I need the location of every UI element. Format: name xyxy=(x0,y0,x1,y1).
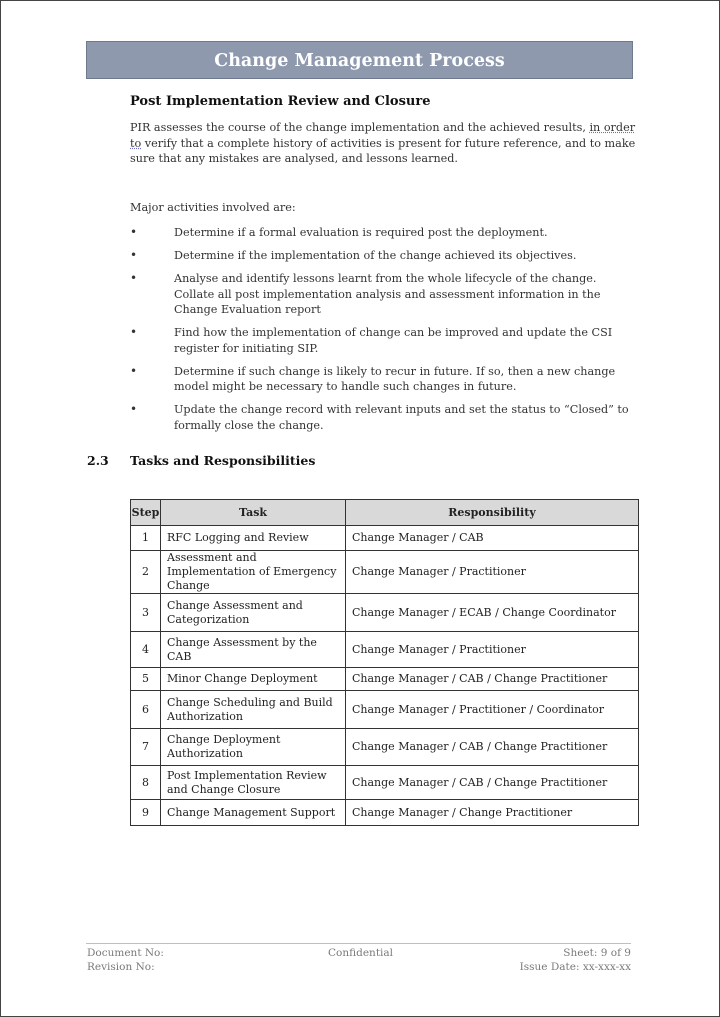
bullet-icon: • xyxy=(130,225,138,239)
header-task: Task xyxy=(161,500,346,526)
step-cell: 4 xyxy=(131,632,161,668)
table-row xyxy=(131,632,639,668)
footer-sheet: Sheet: 9 of 9 xyxy=(563,947,631,959)
pir-heading: Post Implementation Review and Closure xyxy=(130,94,431,109)
table-row xyxy=(131,800,639,826)
task-cell: Assessment and Implementation of Emergency Change xyxy=(161,551,346,594)
footer-divider xyxy=(86,943,631,944)
pir-paragraph-flagged-phrase: in order to xyxy=(130,121,636,150)
bullet-icon: • xyxy=(130,248,138,262)
table-header-row xyxy=(131,500,639,526)
footer-issue-date: Issue Date: xx-xxx-xx xyxy=(519,961,631,973)
page-title-banner: Change Management Process xyxy=(86,41,633,79)
bullet-icon: • xyxy=(130,325,138,339)
task-cell: Change Deployment Authorization xyxy=(161,729,346,766)
footer-confidential: Confidential xyxy=(328,947,394,959)
table-row xyxy=(131,551,639,594)
bullet-icon: • xyxy=(130,271,138,285)
table-row xyxy=(131,526,639,551)
bullet-icon: • xyxy=(130,363,138,378)
task-cell: Change Scheduling and Build Authorization xyxy=(161,691,346,729)
responsibility-cell: Change Manager / Practitioner / Coordinator xyxy=(346,691,639,729)
step-cell: 7 xyxy=(131,729,161,766)
responsibility-cell: Change Manager / Practitioner xyxy=(346,551,639,594)
table-row xyxy=(131,668,639,691)
activities-list xyxy=(130,225,640,441)
pir-paragraph-part-2: verify that a complete history of activities is present for future reference, and to make sure that any mistakes are analysed, and lessons learned. xyxy=(130,136,636,165)
footer-document-no: Document No: xyxy=(87,947,164,959)
step-cell: 9 xyxy=(131,800,161,826)
task-cell: Change Assessment by the CAB xyxy=(161,632,346,668)
responsibility-cell: Change Manager / CAB xyxy=(346,526,639,551)
task-cell: RFC Logging and Review xyxy=(161,526,346,551)
footer-revision-no: Revision No: xyxy=(87,961,155,973)
activity-text: Determine if a formal evaluation is required post the deployment. xyxy=(174,226,548,239)
tasks-table xyxy=(130,499,639,826)
table-row xyxy=(131,766,639,800)
step-cell: 1 xyxy=(131,526,161,551)
responsibility-cell: Change Manager / Practitioner xyxy=(346,632,639,668)
bullet-icon: • xyxy=(130,402,138,416)
activity-item xyxy=(130,402,640,433)
task-cell: Change Assessment and Categorization xyxy=(161,594,346,632)
step-cell: 8 xyxy=(131,766,161,800)
activity-text: Update the change record with relevant inputs and set the status to “Closed” to formally close the change. xyxy=(174,403,629,432)
activity-item xyxy=(130,248,640,264)
header-step: Step xyxy=(131,500,161,526)
task-cell: Minor Change Deployment xyxy=(161,668,346,691)
responsibility-cell: Change Manager / Change Practitioner xyxy=(346,800,639,826)
activity-item xyxy=(130,271,640,318)
activity-item xyxy=(130,225,640,241)
task-cell: Change Management Support xyxy=(161,800,346,826)
activity-text: Find how the implementation of change can be improved and update the CSI register for initiating SIP. xyxy=(174,326,613,355)
step-cell: 6 xyxy=(131,691,161,729)
section-number: 2.3 xyxy=(87,453,109,468)
pir-paragraph-part-1: PIR assesses the course of the change implementation and the achieved results, xyxy=(130,121,590,134)
activity-item xyxy=(130,325,640,356)
activity-text: Determine if the implementation of the change achieved its objectives. xyxy=(174,249,577,262)
pir-paragraph xyxy=(130,120,640,167)
responsibility-cell: Change Manager / CAB / Change Practitioner xyxy=(346,729,639,766)
step-cell: 2 xyxy=(131,551,161,594)
step-cell: 5 xyxy=(131,668,161,691)
step-cell: 3 xyxy=(131,594,161,632)
table-row xyxy=(131,594,639,632)
table-row xyxy=(131,691,639,729)
section-title: Tasks and Responsibilities xyxy=(130,453,316,468)
activities-intro: Major activities involved are: xyxy=(130,201,296,214)
activity-item xyxy=(130,364,640,395)
table-row xyxy=(131,729,639,766)
responsibility-cell: Change Manager / ECAB / Change Coordinator xyxy=(346,594,639,632)
responsibility-cell: Change Manager / CAB / Change Practitioner xyxy=(346,766,639,800)
task-cell: Post Implementation Review and Change Closure xyxy=(161,766,346,800)
activity-text: Analyse and identify lessons learnt from the whole lifecycle of the change. Collate all post implementation analysis and assessment information in the Change Evaluation report xyxy=(174,272,601,316)
activity-text: Determine if such change is likely to recur in future. If so, then a new change model might be necessary to handle such changes in future. xyxy=(174,364,616,393)
header-responsibility: Responsibility xyxy=(346,500,639,526)
responsibility-cell: Change Manager / CAB / Change Practitioner xyxy=(346,668,639,691)
